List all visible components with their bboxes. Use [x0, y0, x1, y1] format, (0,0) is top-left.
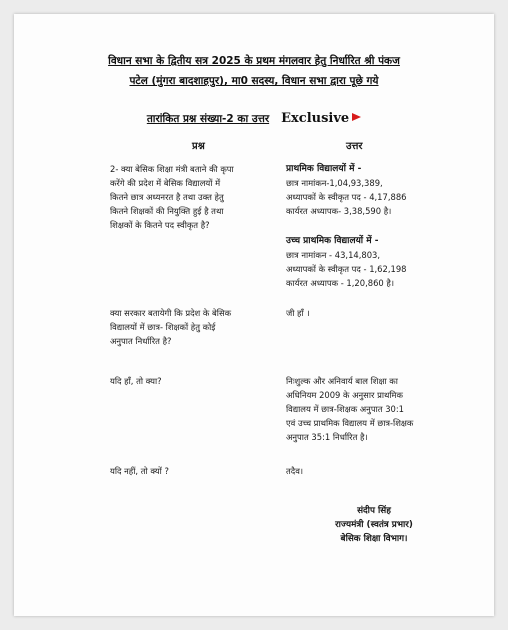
- answer-4: तदैव।: [286, 466, 304, 476]
- header-line-3: [14, 110, 494, 128]
- answer-1-line: अध्यापकों के स्वीकृत पद - 1,62,198: [286, 264, 407, 274]
- answer-column-heading: उत्तर: [346, 141, 363, 152]
- answer-3-line: अधिनियम 2009 के अनुसार प्राथमिक: [286, 390, 403, 400]
- signature-block: [314, 504, 434, 546]
- question-1-line: कितने छात्र अध्यनरत है तथा उक्त हेतु: [110, 192, 224, 202]
- answer-1-line: छात्र नामांकन-1,04,93,389,: [286, 178, 383, 188]
- answer-3-line: निःशुल्क और अनिवार्य बाल शिक्षा का: [286, 376, 398, 386]
- question-number-title: तारांकित प्रश्न संख्या-2 का उत्तर: [146, 113, 270, 125]
- question-1-line: 2- क्या बेसिक शिक्षा मंत्री बताने की कृपा: [110, 164, 234, 174]
- red-flag-icon: [352, 113, 361, 121]
- answer-3: [286, 374, 454, 444]
- question-2-line: अनुपात निर्धारित है?: [110, 336, 172, 346]
- signatory-designation: राज्यमंत्री (स्वतंत्र प्रभार): [335, 520, 413, 530]
- question-1-line: शिक्षकों के कितने पद स्वीकृत है?: [110, 220, 210, 230]
- question-4: यदि नहीं, तो क्यों ?: [110, 466, 169, 476]
- upper-primary-schools-heading: उच्च प्राथमिक विद्यालयों में -: [286, 236, 379, 246]
- answer-1-primary: [286, 162, 454, 218]
- answer-1-line: छात्र नामांकन - 43,14,803,: [286, 250, 381, 260]
- question-2-line: क्या सरकार बतायेगी कि प्रदेश के बेसिक: [110, 308, 232, 318]
- header-line-1-text: विधान सभा के द्वितीय सत्र 2025 के प्रथम मंगलवार हेतु निर्धारित श्री पंकज: [108, 55, 400, 67]
- answer-1-upper-primary: [286, 234, 454, 290]
- signatory-name: संदीप सिंह: [357, 506, 391, 516]
- answer-1-line: कार्यरत अध्यापक- 3,38,590 है।: [286, 206, 392, 216]
- answer-3-line: विद्यालय में छात्र-शिक्षक अनुपात 30:1: [286, 404, 405, 414]
- header-line-2: [14, 72, 494, 90]
- question-2: [110, 306, 282, 348]
- question-column-heading: प्रश्न: [192, 141, 205, 152]
- signatory-department: बेसिक शिक्षा विभाग।: [340, 534, 408, 544]
- primary-schools-heading: प्राथमिक विद्यालयों में -: [286, 164, 362, 174]
- question-1: [110, 162, 282, 232]
- question-1-line: कितने शिक्षकों की नियुक्ति हुई है तथा: [110, 206, 224, 216]
- header-line-1: [14, 52, 494, 70]
- question-1-line: करेंगे की प्रदेश में बेसिक विद्यालयों में: [110, 178, 221, 188]
- question-2-line: विद्यालयों में छात्र- शिक्षकों हेतु कोई: [110, 322, 216, 332]
- exclusive-badge: Exclusive: [281, 111, 350, 126]
- answer-3-line: एवं उच्च प्राथमिक विद्यालय में छात्र-शिक्षक: [286, 418, 414, 428]
- question-3: यदि हाँ, तो क्या?: [110, 376, 162, 386]
- answer-1-line: अध्यापकों के स्वीकृत पद - 4,17,886: [286, 192, 407, 202]
- answer-2: जी हाँ ।: [286, 308, 310, 318]
- answer-1-line: कार्यरत अध्यापक - 1,20,860 है।: [286, 278, 395, 288]
- document-page: [14, 14, 494, 616]
- header-line-2-text: पटेल (मुंगरा बादशाहपुर), मा0 सदस्य, विधान सभा द्वारा पूछे गये: [129, 75, 379, 87]
- answer-3-line: अनुपात 35:1 निर्धारित है।: [286, 432, 368, 442]
